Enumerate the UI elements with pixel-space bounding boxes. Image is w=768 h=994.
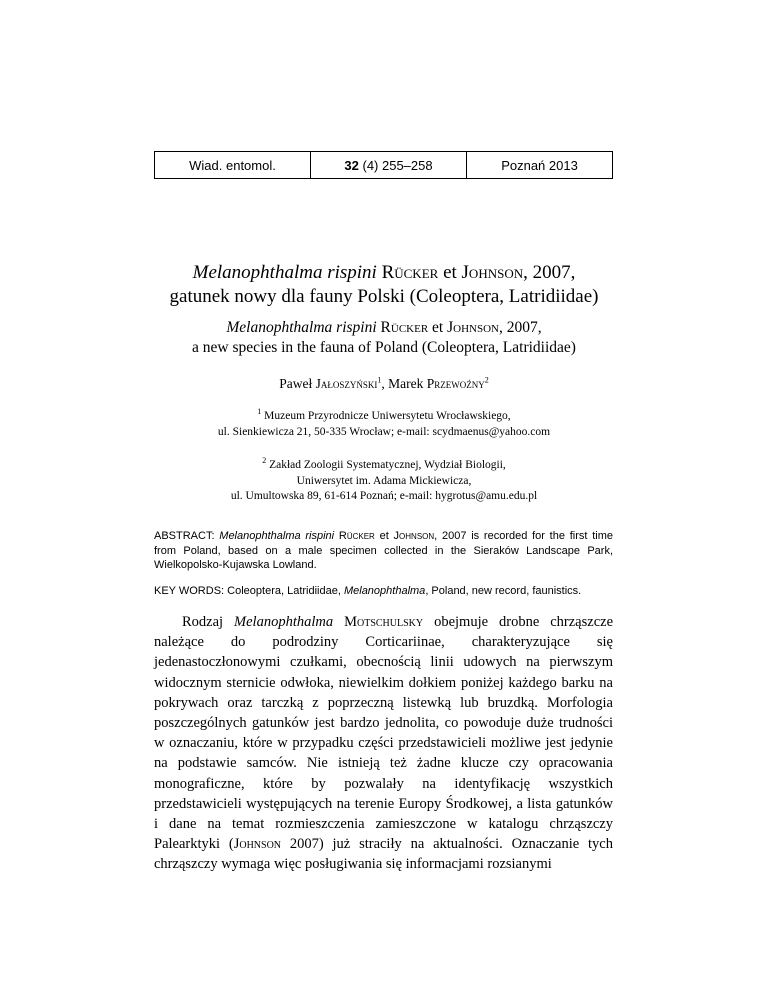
title-year: , 2007,: [523, 262, 576, 283]
issue-pages: (4) 255–258: [362, 157, 433, 173]
title-et: et: [443, 262, 457, 283]
author2-last: Przewoźny: [426, 376, 485, 391]
author-list: Paweł Jałoszyński$^1$, Marek Przewoźny$^2$: [279, 375, 489, 391]
keywords-genus: Melanophthalma: [343, 585, 426, 597]
abstract-species: Melanophthalma rispini: [219, 530, 335, 542]
journal-header-table: [154, 151, 613, 179]
body-paragraph: [154, 612, 613, 875]
keywords-part1: Coleoptera, Latridiidae,: [227, 585, 341, 597]
place-year: Poznań 2013: [467, 152, 613, 179]
body-lead: Rodzaj: [182, 614, 224, 630]
abstract-et: et: [379, 530, 389, 542]
volume-issue: [311, 152, 467, 179]
author1-last: Jałoszyński: [315, 376, 378, 391]
abstract-text: , 2007 is recorded for the first time from Poland, based on a male specimen collected in the Sieraków Landscape Park, Wielkopolsko-Kujawska Lowland.: [154, 530, 613, 572]
affiliation-1: [0, 409, 768, 440]
title-species: Melanophthalma rispini: [192, 262, 377, 283]
body-ref-author: Johnson: [233, 836, 282, 853]
affiliation-2-line3: ul. Umultowska 89, 61-614 Poznań; e-mail: hygrotus@amu.edu.pl: [230, 490, 538, 502]
affiliation-2-sup: 2: [262, 456, 267, 466]
body-text-end: 2007) już straciły na aktualności. Oznaczanie tych chrząszczy wymaga więc posługiwania się informacjami rozsianymi: [154, 836, 613, 873]
title-author1: Rücker: [381, 262, 439, 283]
abstract: [154, 529, 613, 573]
affiliation-2-line1: Zakład Zoologii Systematycznej, Wydział Biologii,: [269, 459, 506, 471]
keywords: [154, 584, 613, 599]
affiliation-1-line2: ul. Sienkiewicza 21, 50-335 Wrocław; e-mail: scydmaenus@yahoo.com: [217, 425, 551, 438]
body-genus: Melanophthalma: [234, 614, 334, 630]
affiliation-1-sup: 1: [257, 407, 262, 417]
author1-first: Paweł: [279, 376, 313, 391]
paper-title: [0, 261, 768, 309]
paper-subtitle: [0, 318, 768, 358]
title-line2: gatunek nowy dla fauny Polski (Coleoptera, Latridiidae): [169, 286, 599, 307]
affiliation-1-line1: Muzeum Przyrodnicze Uniwersytetu Wrocławskiego,: [264, 410, 511, 422]
abstract-author1: Rücker: [338, 530, 375, 542]
keywords-part2: , Poland, new record, faunistics.: [425, 585, 582, 597]
subtitle-year: , 2007,: [498, 319, 542, 336]
title-author2: Johnson: [461, 262, 524, 283]
subtitle-et: et: [432, 319, 444, 336]
subtitle-author1: Rücker: [380, 319, 429, 336]
volume-number: 32: [344, 157, 359, 173]
subtitle-author2: Johnson: [447, 319, 499, 336]
body-genus-author: Motschulsky: [344, 614, 424, 630]
affiliation-2-line2: Uniwersytet im. Adama Mickiewicza,: [296, 474, 472, 487]
body-text-main: obejmuje drobne chrząszcze należące do podrodziny Corticariinae, charakteryzujące się jedenastoczłonowymi czułkami, obecnością linii udowych na pierwszym widocznym sternicie odwłoka, niewielkim dołkiem poniżej każdego barku na pokrywach oraz tarczką z poprzeczną listewką lub bruzdką. Morfologia poszczególnych gatunków jest bardzo jednolita, co powoduje duże trudności w oznaczaniu, które w przypadku części przedstawicieli możliwe jest jedynie na podstawie samców. Nie istnieją też żadne klucze czy opracowania monograficzne, które by pozwalały na identyfikację wszystkich przedstawicieli występujących na terenie Europy Środkowej, a lista gatunków i dane na temat rozmieszczenia zamieszczone w katalogu chrząszczy Palearktyki (: [154, 614, 614, 853]
author1-sup: 1: [377, 375, 382, 385]
author2-first: Marek: [388, 376, 424, 391]
subtitle-line2: a new species in the fauna of Poland (Coleoptera, Latridiidae): [192, 339, 576, 356]
author2-sup: 2: [484, 375, 489, 385]
journal-name: Wiad. entomol.: [155, 152, 311, 179]
affiliation-2: [0, 458, 768, 505]
abstract-author2: Johnson: [393, 530, 435, 542]
keywords-label: KEY WORDS:: [154, 585, 225, 597]
subtitle-species: Melanophthalma rispini: [226, 319, 377, 336]
abstract-label: ABSTRACT:: [154, 530, 215, 542]
